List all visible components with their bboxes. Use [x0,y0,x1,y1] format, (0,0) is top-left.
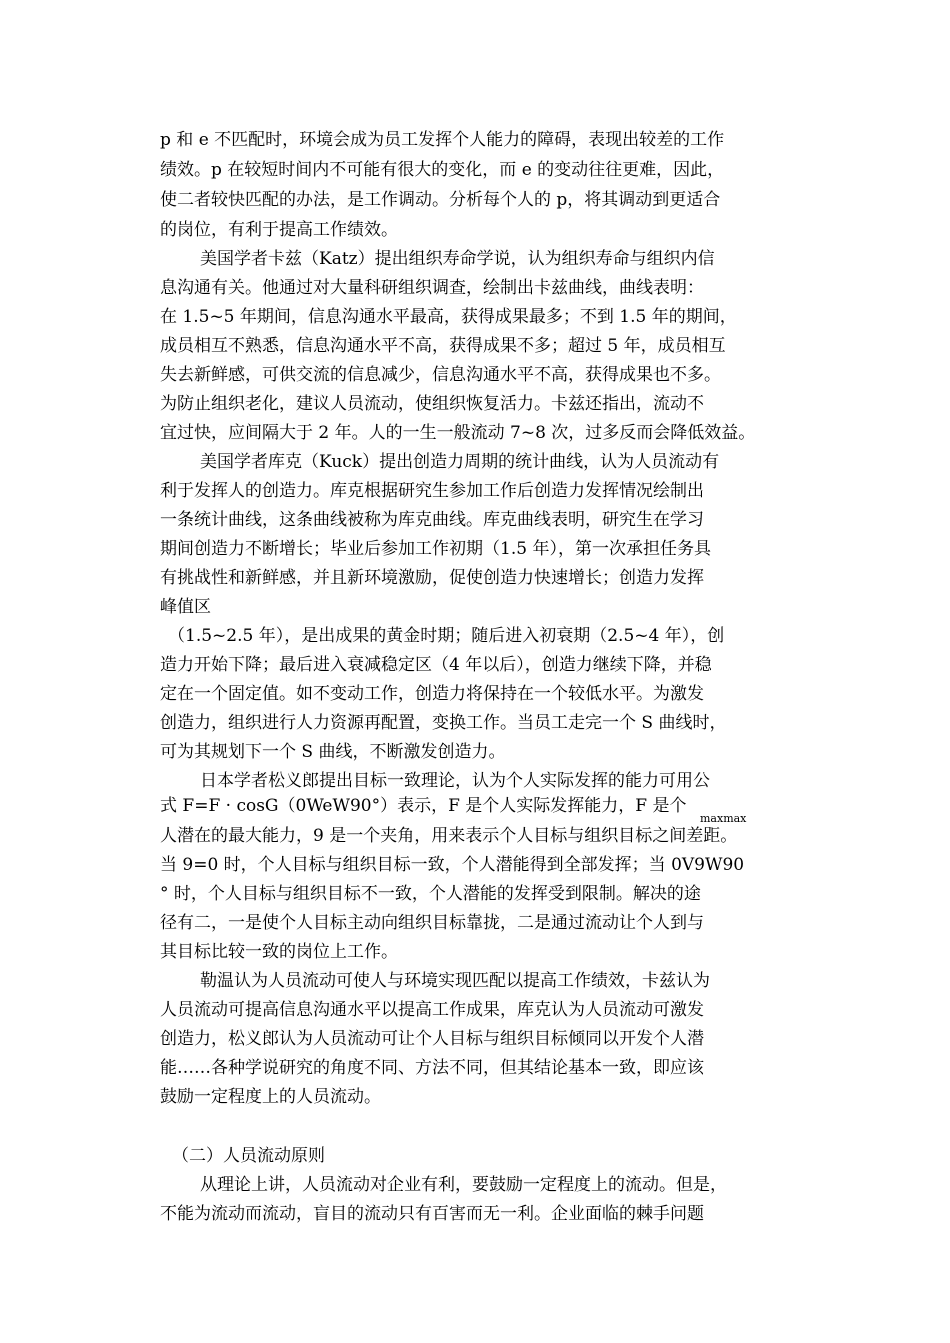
body-line: 绩效。p 在较短时间内不可能有很大的变化，而 e 的变动往往更难，因此， [160,160,725,180]
body-line: 鼓励一定程度上的人员流动。 [160,1087,381,1107]
body-line: 当 9=0 时，个人目标与组织目标一致，个人潜能得到全部发挥；当 0V9W90 [160,855,745,875]
body-line: 峰值区 [160,597,211,617]
body-line: 的岗位，有利于提高工作绩效。 [160,220,398,240]
body-line: 能……各种学说研究的角度不同、方法不同，但其结论基本一致，即应该 [160,1058,704,1078]
body-line: 宜过快，应间隔大于 2 年。人的一生一般流动 7~8 次，过多反而会降低效益。 [160,423,756,443]
body-line: 期间创造力不断增长；毕业后参加工作初期（1.5 年），第一次承担任务具 [160,539,711,559]
body-line: 式 F=F · cosG（0WeW90°）表示，F 是个人实际发挥能力，F 是个 [160,796,687,816]
body-line: 使二者较快匹配的办法，是工作调动。分析每个人的 p，将其调动到更适合 [160,190,721,210]
body-line: 利于发挥人的创造力。库克根据研究生参加工作后创造力发挥情况绘制出 [160,481,704,501]
subscript-max: maxmax [700,812,747,825]
body-line: 其目标比较一致的岗位上工作。 [160,942,398,962]
body-line: 定在一个固定值。如不变动工作，创造力将保持在一个较低水平。为激发 [160,684,704,704]
body-line: 失去新鲜感，可供交流的信息减少，信息沟通水平不高，获得成果也不多。 [160,365,721,385]
body-line: 美国学者卡兹（Katz）提出组织寿命学说，认为组织寿命与组织内信 [200,249,715,269]
body-line: 有挑战性和新鲜感，并且新环境激励，促使创造力快速增长；创造力发挥 [160,568,704,588]
body-line: 勒温认为人员流动可使人与环境实现匹配以提高工作绩效，卡兹认为 [200,971,710,991]
body-line: 从理论上讲，人员流动对企业有利，要鼓励一定程度上的流动。但是， [200,1175,727,1195]
body-line: 日本学者松义郎提出目标一致理论，认为个人实际发挥的能力可用公 [200,771,710,791]
body-line: ° 时，个人目标与组织目标不一致，个人潜能的发挥受到限制。解决的途 [160,884,701,904]
body-line: 一条统计曲线，这条曲线被称为库克曲线。库克曲线表明，研究生在学习 [160,510,704,530]
body-line: 可为其规划下一个 S 曲线，不断激发创造力。 [160,742,506,762]
body-line: （1.5~2.5 年），是出成果的黄金时期；随后进入初衰期（2.5~4 年），创 [168,626,725,646]
body-line: 美国学者库克（Kuck）提出创造力周期的统计曲线，认为人员流动有 [200,452,720,472]
body-line: 造力开始下降；最后进入衰减稳定区（4 年以后），创造力继续下降，并稳 [160,655,712,675]
body-line: 人潜在的最大能力，9 是一个夹角，用来表示个人目标与组织目标之间差距。 [160,826,738,846]
body-line: 不能为流动而流动，盲目的流动只有百害而无一利。企业面临的棘手问题 [160,1204,704,1224]
body-line: 为防止组织老化，建议人员流动，使组织恢复活力。卡兹还指出，流动不 [160,394,704,414]
body-line: 成员相互不熟悉，信息沟通水平不高，获得成果不多；超过 5 年，成员相互 [160,336,726,356]
body-line: 创造力，松义郎认为人员流动可让个人目标与组织目标倾同以开发个人潜 [160,1029,704,1049]
body-line: p 和 e 不匹配时，环境会成为员工发挥个人能力的障碍，表现出较差的工作 [160,130,725,150]
body-line: 径有二，一是使个人目标主动向组织目标靠拢，二是通过流动让个人到与 [160,913,704,933]
body-line: 在 1.5~5 年期间，信息沟通水平最高，获得成果最多；不到 1.5 年的期间， [160,307,737,327]
section-heading: （二）人员流动原则 [172,1146,325,1166]
body-line: 息沟通有关。他通过对大量科研组织调查，绘制出卡兹曲线，曲线表明： [160,278,704,298]
body-line: 创造力，组织进行人力资源再配置，变换工作。当员工走完一个 S 曲线时， [160,713,727,733]
body-line: 人员流动可提高信息沟通水平以提高工作成果，库克认为人员流动可激发 [160,1000,704,1020]
